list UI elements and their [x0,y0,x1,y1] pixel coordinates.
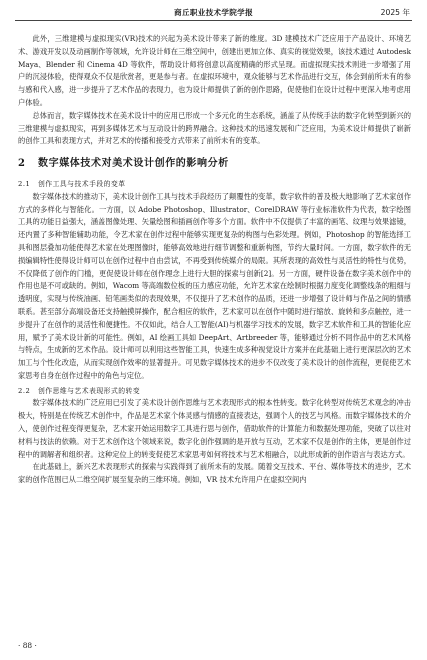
article-body [18,33,411,487]
section-number: 2 [18,158,26,170]
subsection-title: 创作工具与技术手段的变革 [38,180,126,189]
paragraph: 数字媒体技术的推动下，美术设计创作工具与技术手段经历了颠覆性的变革，数字软件的普及极大地影响了艺术家创作方式的多样化与智能化。一方面，以 Adobe Photoshop、Illustrator、CorelDRAW 等行业标准软件为代表，数字绘图工具的功能日益强大，涵盖图像处理、矢量绘图和插画创作等多个方面。软件中不仅提供了丰富的画笔、纹理与效果滤镜，还内置了多种智能辅助功能，令艺术家在创作过程中能够实现更复杂的构图与色彩处理。例如，Photoshop 的智能选择工具和图层叠加功能使得艺术家在处理图像时，能够高效地进行细节调整和重新构图，节约大量时间。一方面，数字软件的无损编辑特性使得设计师可以在创作过程中自由尝试，不再受到传统媒介的局限。其所表现的高效性与灵活性的特性与优势，不仅降低了创作的门槛，更促使设计师在创作理念上进行大胆的探索与创新[2]。另一方面，硬件设备在数字美术创作中的作用也是不可或缺的。例如，Wacom 等高端数位板的压力感应功能，允许艺术家在绘制时根据力度变化调整线条的粗细与透明度，实现与传统油画、铅笔画类似的表现效果，不仅提升了艺术创作的品质，还进一步增强了设计师与作品之间的情感联系。甚至部分高端设备还支持触摸屏操作，配合相应的软件，艺术家可以在创作中随时进行缩放、旋转和多点触控，进一步提升了在创作的灵活性和便捷性。不仅如此，结合人工智能(AI)与机器学习技术的发展，数字艺术软件和工具的智能化应用，赋予了美术设计新的可能性。例如，AI 绘画工具如 DeepArt、Artbreeder 等，能够通过分析不同作品中的艺术风格与特点，生成新的艺术作品。设计师可以利用这些智能工具，快速生成多种视觉设计方案并在此基础上进行更深层次的艺术加工与个性化改造，从而实现创作效率的显著提升。可见数字媒体技术的进步不仅改变了美术设计的创作流程，更促使艺术家思考自身在创作过程中的角色与定位。 [18,191,411,380]
section-heading [18,157,411,171]
subsection-heading [18,178,411,191]
subsection-number: 2.2 [18,386,31,395]
paragraph: 总体而言，数字媒体技术在美术设计中的应用已形成一个多元化的生态系统，涵盖了从传统手法的数字化转型到新兴的三维建模与虚拟现实，再到多媒体艺术与互动设计的跨界融合。这种技术的迅速发展和广泛应用，为美术设计师提供了崭新的创作工具和表现方式，并对艺术的传播和接受方式带来了前所未有的变革。 [18,110,411,146]
subsection-heading [18,385,411,398]
publication-year: 2025 年 [380,8,410,17]
page-number: · 88 · [18,641,37,650]
subsection-title: 创作思维与艺术表现形式的转变 [38,386,141,395]
section-title: 数字媒体技术对美术设计创作的影响分析 [38,158,229,170]
paragraph: 在此基础上，新兴艺术表现形式的探索与实践得到了前所未有的发展。随着交互技术、平台、媒体等技术的进步，艺术家的创作范围已从二维空间扩展至复杂的三维环境。例如，VR 技术允许用户在虚拟空间内 [18,462,411,485]
journal-title: 商丘职业技术学院学报 [174,8,253,17]
header-rule [15,20,412,21]
paragraph: 此外，三维建模与虚拟现实(VR)技术的兴起为美术设计带来了新的维度。3D 建模技术广泛应用于产品设计、环境艺术、游戏开发以及动画制作等领域，允许设计师在三维空间中，创建出更加立体、真实的视觉效果，该技术通过 Autodesk Maya、Blender 和 Cinema 4D 等软件，帮助设计师将创意以高度精确的形式呈现。而虚拟现实技术则进一步增强了用户的沉浸体验，使得观众不仅是欣赏者，更是参与者。在虚拟环境中，观众能够与艺术作品进行交互，体会到前所未有的参与感和代入感，进一步提升了艺术作品的表现力，也为设计师提供了新的创作思路，促使他们在设计过程中更深入地考虑用户体验。 [18,34,411,107]
page-header [0,0,427,22]
paragraph: 数字媒体技术的广泛应用已引发了美术设计创作思维与艺术表现形式的根本性转变。数字化转型对传统艺术观念的冲击极大，特别是在传统艺术创作中，作品是艺术家个体灵感与情感的直接表达，强调个人的技艺与风格。而数字媒体技术的介入，使创作过程变得更复杂，艺术家开始运用数字工具进行思与创作，借助软件的计算能力和数据处理功能，突破了以往对材料与技法的依赖。对于艺术创作这个领域来说，数字化创作强调的是开放与互动，艺术家不仅是创作的主体，更是创作过程中的调解者和组织者。这种定位上的转变促使艺术家思考如何将技术与艺术相融合，以此形成新的创作语言与表达方式。 [18,398,411,459]
subsection-number: 2.1 [18,180,31,189]
